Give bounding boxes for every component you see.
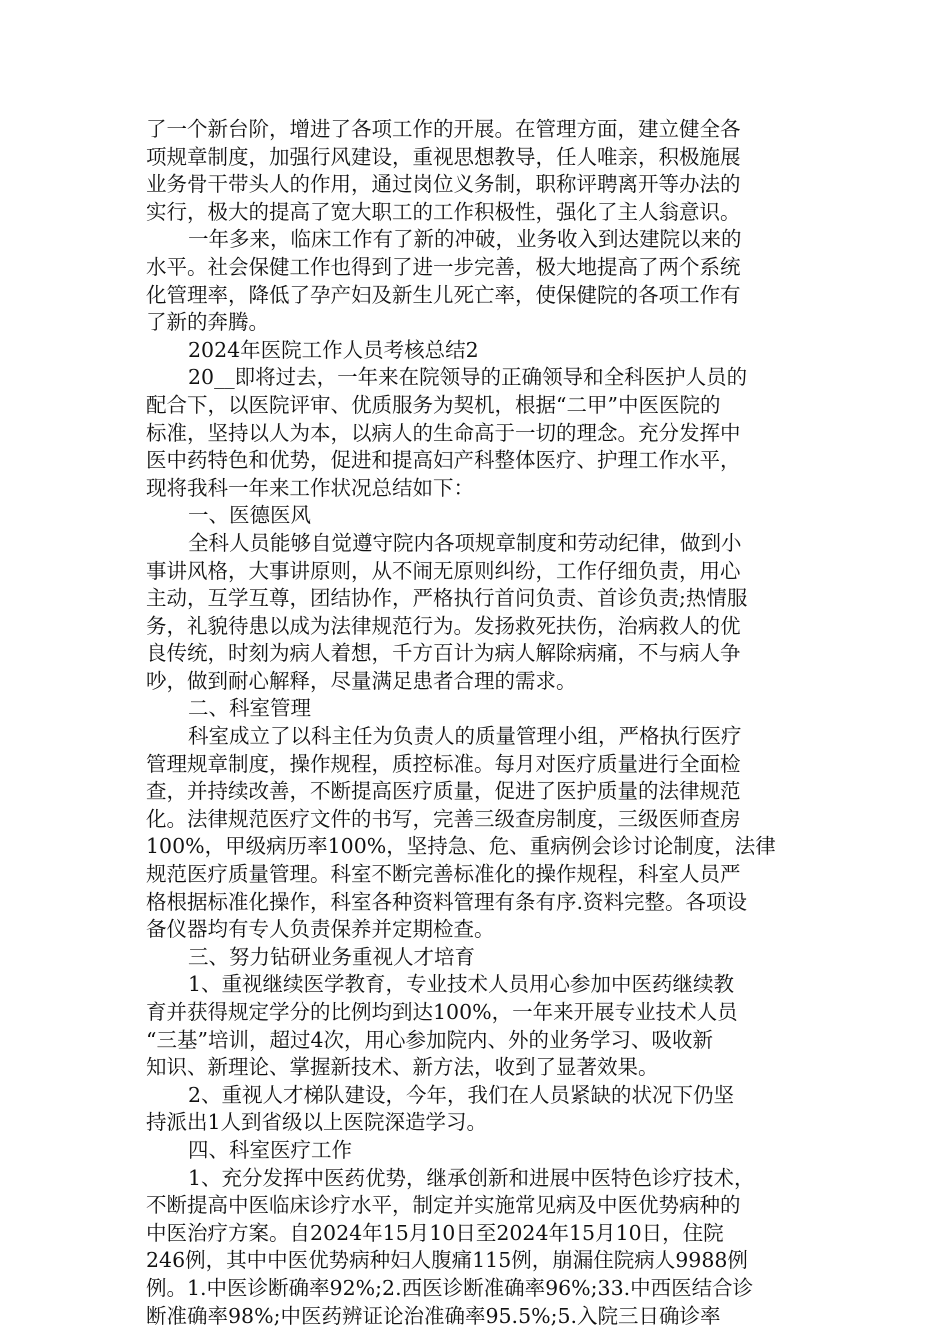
text-line: 水平。社会保健工作也得到了进一步完善，极大地提高了两个系统 <box>146 254 741 279</box>
text-line: 20__即将过去，一年来在院领导的正确领导和全科医护人员的 <box>188 365 748 390</box>
text-line: 2、重视人才梯队建设，今年，我们在人员紧缺的状况下仍坚 <box>188 1082 735 1107</box>
text-line: 四、科室医疗工作 <box>188 1137 352 1162</box>
text-line: 全科人员能够自觉遵守院内各项规章制度和劳动纪律，做到小 <box>188 530 742 555</box>
text-line: 现将我科一年来工作状况总结如下： <box>146 475 474 500</box>
text-line: 例。1.中医诊断确率92%;2.西医诊断准确率96%;33.中西医结合诊 <box>146 1275 754 1300</box>
text-line: 查，并持续改善，不断提高医疗质量，促进了医护质量的法律规范 <box>146 779 741 804</box>
text-line: 化管理率，降低了孕产妇及新生儿死亡率，使保健院的各项工作有 <box>146 282 741 307</box>
text-line: 了一个新台阶，增进了各项工作的开展。在管理方面，建立健全各 <box>146 117 741 141</box>
text-line: 科室成立了以科主任为负责人的质量管理小组，严格执行医疗 <box>188 724 742 749</box>
text-line: 实行，极大的提高了宽大职工的工作积极性，强化了主人翁意识。 <box>146 199 741 224</box>
text-line: 一、医德医风 <box>188 503 311 528</box>
text-line: 中医治疗方案。自2024年15月10日至2024年15月10日，住院 <box>146 1220 724 1245</box>
text-line: 三、努力钻研业务重视人才培育 <box>188 944 475 969</box>
text-line: 医中药特色和优势，促进和提高妇产科整体医疗、护理工作水平， <box>146 448 741 473</box>
document-page <box>146 116 810 1330</box>
text-line: 1、充分发挥中医药优势，继承创新和进展中医特色诊疗技术， <box>188 1165 755 1190</box>
text-line: 备仪器均有专人负责保养并定期检查。 <box>146 917 495 942</box>
text-line: 2024年医院工作人员考核总结2 <box>188 337 479 362</box>
text-line: 二、科室管理 <box>188 696 311 721</box>
text-line: “三基”培训，超过4次，用心参加院内、外的业务学习、吸收新 <box>146 1027 714 1052</box>
text-line: 业务骨干带头人的作用，通过岗位义务制，职称评聘离开等办法的 <box>146 172 741 197</box>
text-line: 育并获得规定学分的比例均到达100%，一年来开展专业技术人员 <box>146 1000 738 1024</box>
text-line: 了新的奔腾。 <box>146 310 269 335</box>
text-line: 务，礼貌待患以成为法律规范行为。发扬救死扶伤，治病救人的优 <box>146 613 741 638</box>
text-line: 1、重视继续医学教育，专业技术人员用心参加中医药继续教 <box>188 972 735 997</box>
text-line: 标准，坚持以人为本，以病人的生命高于一切的理念。充分发挥中 <box>146 420 741 445</box>
text-line: 规范医疗质量管理。科室不断完善标准化的操作规程，科室人员严 <box>146 862 741 887</box>
text-line: 知识、新理论、掌握新技术、新方法，收到了显著效果。 <box>146 1055 659 1080</box>
text-line: 一年多来，临床工作有了新的冲破，业务收入到达建院以来的 <box>188 227 742 252</box>
text-line: 246例，其中中医优势病种妇人腹痛115例，崩漏住院病人9988例 <box>146 1248 748 1273</box>
text-line: 事讲风格，大事讲原则，从不闹无原则纠纷，工作仔细负责，用心 <box>146 558 741 583</box>
text-line: 吵，做到耐心解释，尽量满足患者合理的需求。 <box>146 668 577 693</box>
text-line: 项规章制度，加强行风建设，重视思想教导，任人唯亲，积极施展 <box>146 144 741 169</box>
text-line: 配合下，以医院评审、优质服务为契机，根据“二甲”中医医院的 <box>146 392 721 417</box>
text-line: 持派出1人到省级以上医院深造学习。 <box>146 1110 488 1135</box>
text-line: 不断提高中医临床诊疗水平，制定并实施常见病及中医优势病种的 <box>146 1193 741 1218</box>
text-line: 断准确率98%;中医药辨证论治准确率95.5%;5.入院三日确诊率 <box>146 1303 721 1328</box>
text-line: 格根据标准化操作，科室各种资料管理有条有序.资料完整。各项设 <box>146 889 748 914</box>
text-line: 主动，互学互尊，团结协作，严格执行首问负责、首诊负责;热情服 <box>146 586 748 611</box>
text-line: 100%，甲级病历率100%，坚持急、危、重病例会诊讨论制度，法律 <box>146 834 776 859</box>
text-line: 良传统，时刻为病人着想，千方百计为病人解除病痛，不与病人争 <box>146 641 741 666</box>
text-line: 化。法律规范医疗文件的书写，完善三级查房制度，三级医师查房 <box>146 806 741 831</box>
text-line: 管理规章制度，操作规程，质控标准。每月对医疗质量进行全面检 <box>146 751 741 776</box>
